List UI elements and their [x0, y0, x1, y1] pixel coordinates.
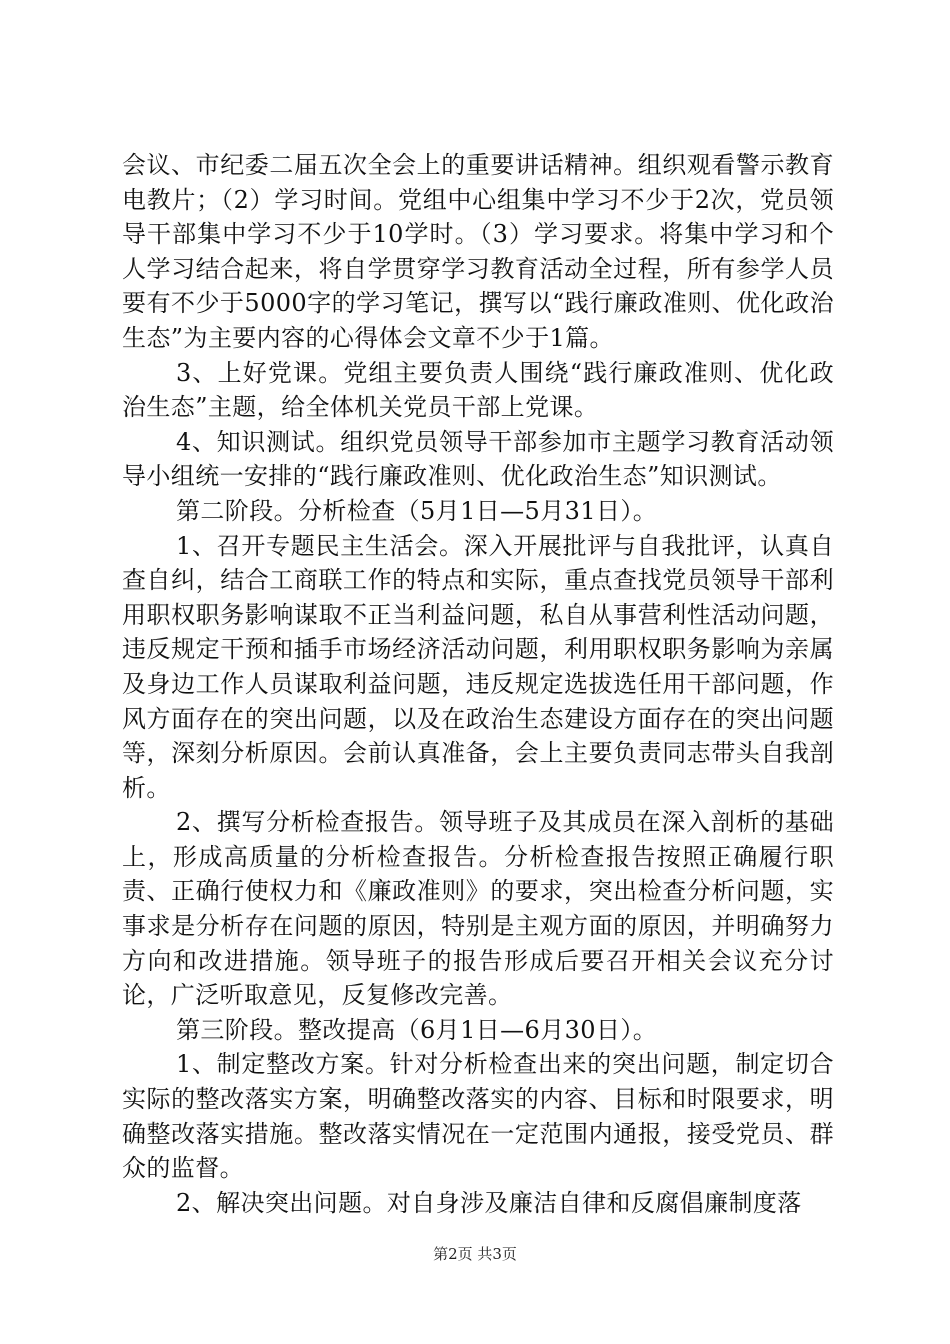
paragraph-rectification-plan: 1、制定整改方案。针对分析检查出来的突出问题，制定切合实际的整改落实方案，明确整改落实的内容、目标和时限要求，明确整改落实措施。整改落实情况在一定范围内通报，接受党员、群众的监督。: [122, 1050, 834, 1183]
paragraph-analysis-report: 2、撰写分析检查报告。领导班子及其成员在深入剖析的基础上，形成高质量的分析检查报告。分析检查报告按照正确履行职责、正确行使权力和《廉政准则》的要求，突出检查分析问题，实事求是分析存在问题的原因，特别是主观方面的原因，并明确努力方向和改进措施。领导班子的报告形成后要召开相关会议充分讨论，广泛听取意见，反复修改完善。: [122, 808, 834, 1010]
heading-stage-two: 第二阶段。分析检查（5月1日—5月31日）。: [176, 496, 658, 525]
paragraph-solve-problems: 2、解决突出问题。对自身涉及廉洁自律和反腐倡廉制度落: [176, 1188, 802, 1217]
paragraph-party-lecture: 3、上好党课。党组主要负责人围绕“践行廉政准则、优化政治生态”主题，给全体机关党员干部上党课。: [122, 358, 834, 422]
heading-stage-three: 第三阶段。整改提高（6月1日—6月30日）。: [176, 1015, 658, 1044]
paragraph-study-continued: 会议、市纪委二届五次全会上的重要讲话精神。组织观看警示教育电教片；（2）学习时间。党组中心组集中学习不少于2次，党员领导干部集中学习不少于10学时。（3）学习要求。将集中学习和个人学习结合起来，将自学贯穿学习教育活动全过程，所有参学人员要有不少于5000字的学习笔记，撰写以“践行廉政准则、优化政治生态”为主要内容的心得体会文章不少于1篇。: [122, 151, 834, 352]
page-footer: 第2页 共3页: [433, 1245, 517, 1263]
paragraph-democratic-life-meeting: 1、召开专题民主生活会。深入开展批评与自我批评，认真自查自纠，结合工商联工作的特点和实际，重点查找党员领导干部利用职权职务影响谋取不正当利益问题，私自从事营利性活动问题，违反规定干预和插手市场经济活动问题，利用职权职务影响为亲属及身边工作人员谋取利益问题，违反规定选拔选任用干部问题，作风方面存在的突出问题，以及在政治生态建设方面存在的突出问题等，深刻分析原因。会前认真准备，会上主要负责同志带头自我剖析。: [122, 531, 834, 802]
document-body: [122, 148, 834, 1220]
paragraph-knowledge-test: 4、知识测试。组织党员领导干部参加市主题学习教育活动领导小组统一安排的“践行廉政准则、优化政治生态”知识测试。: [122, 427, 834, 491]
